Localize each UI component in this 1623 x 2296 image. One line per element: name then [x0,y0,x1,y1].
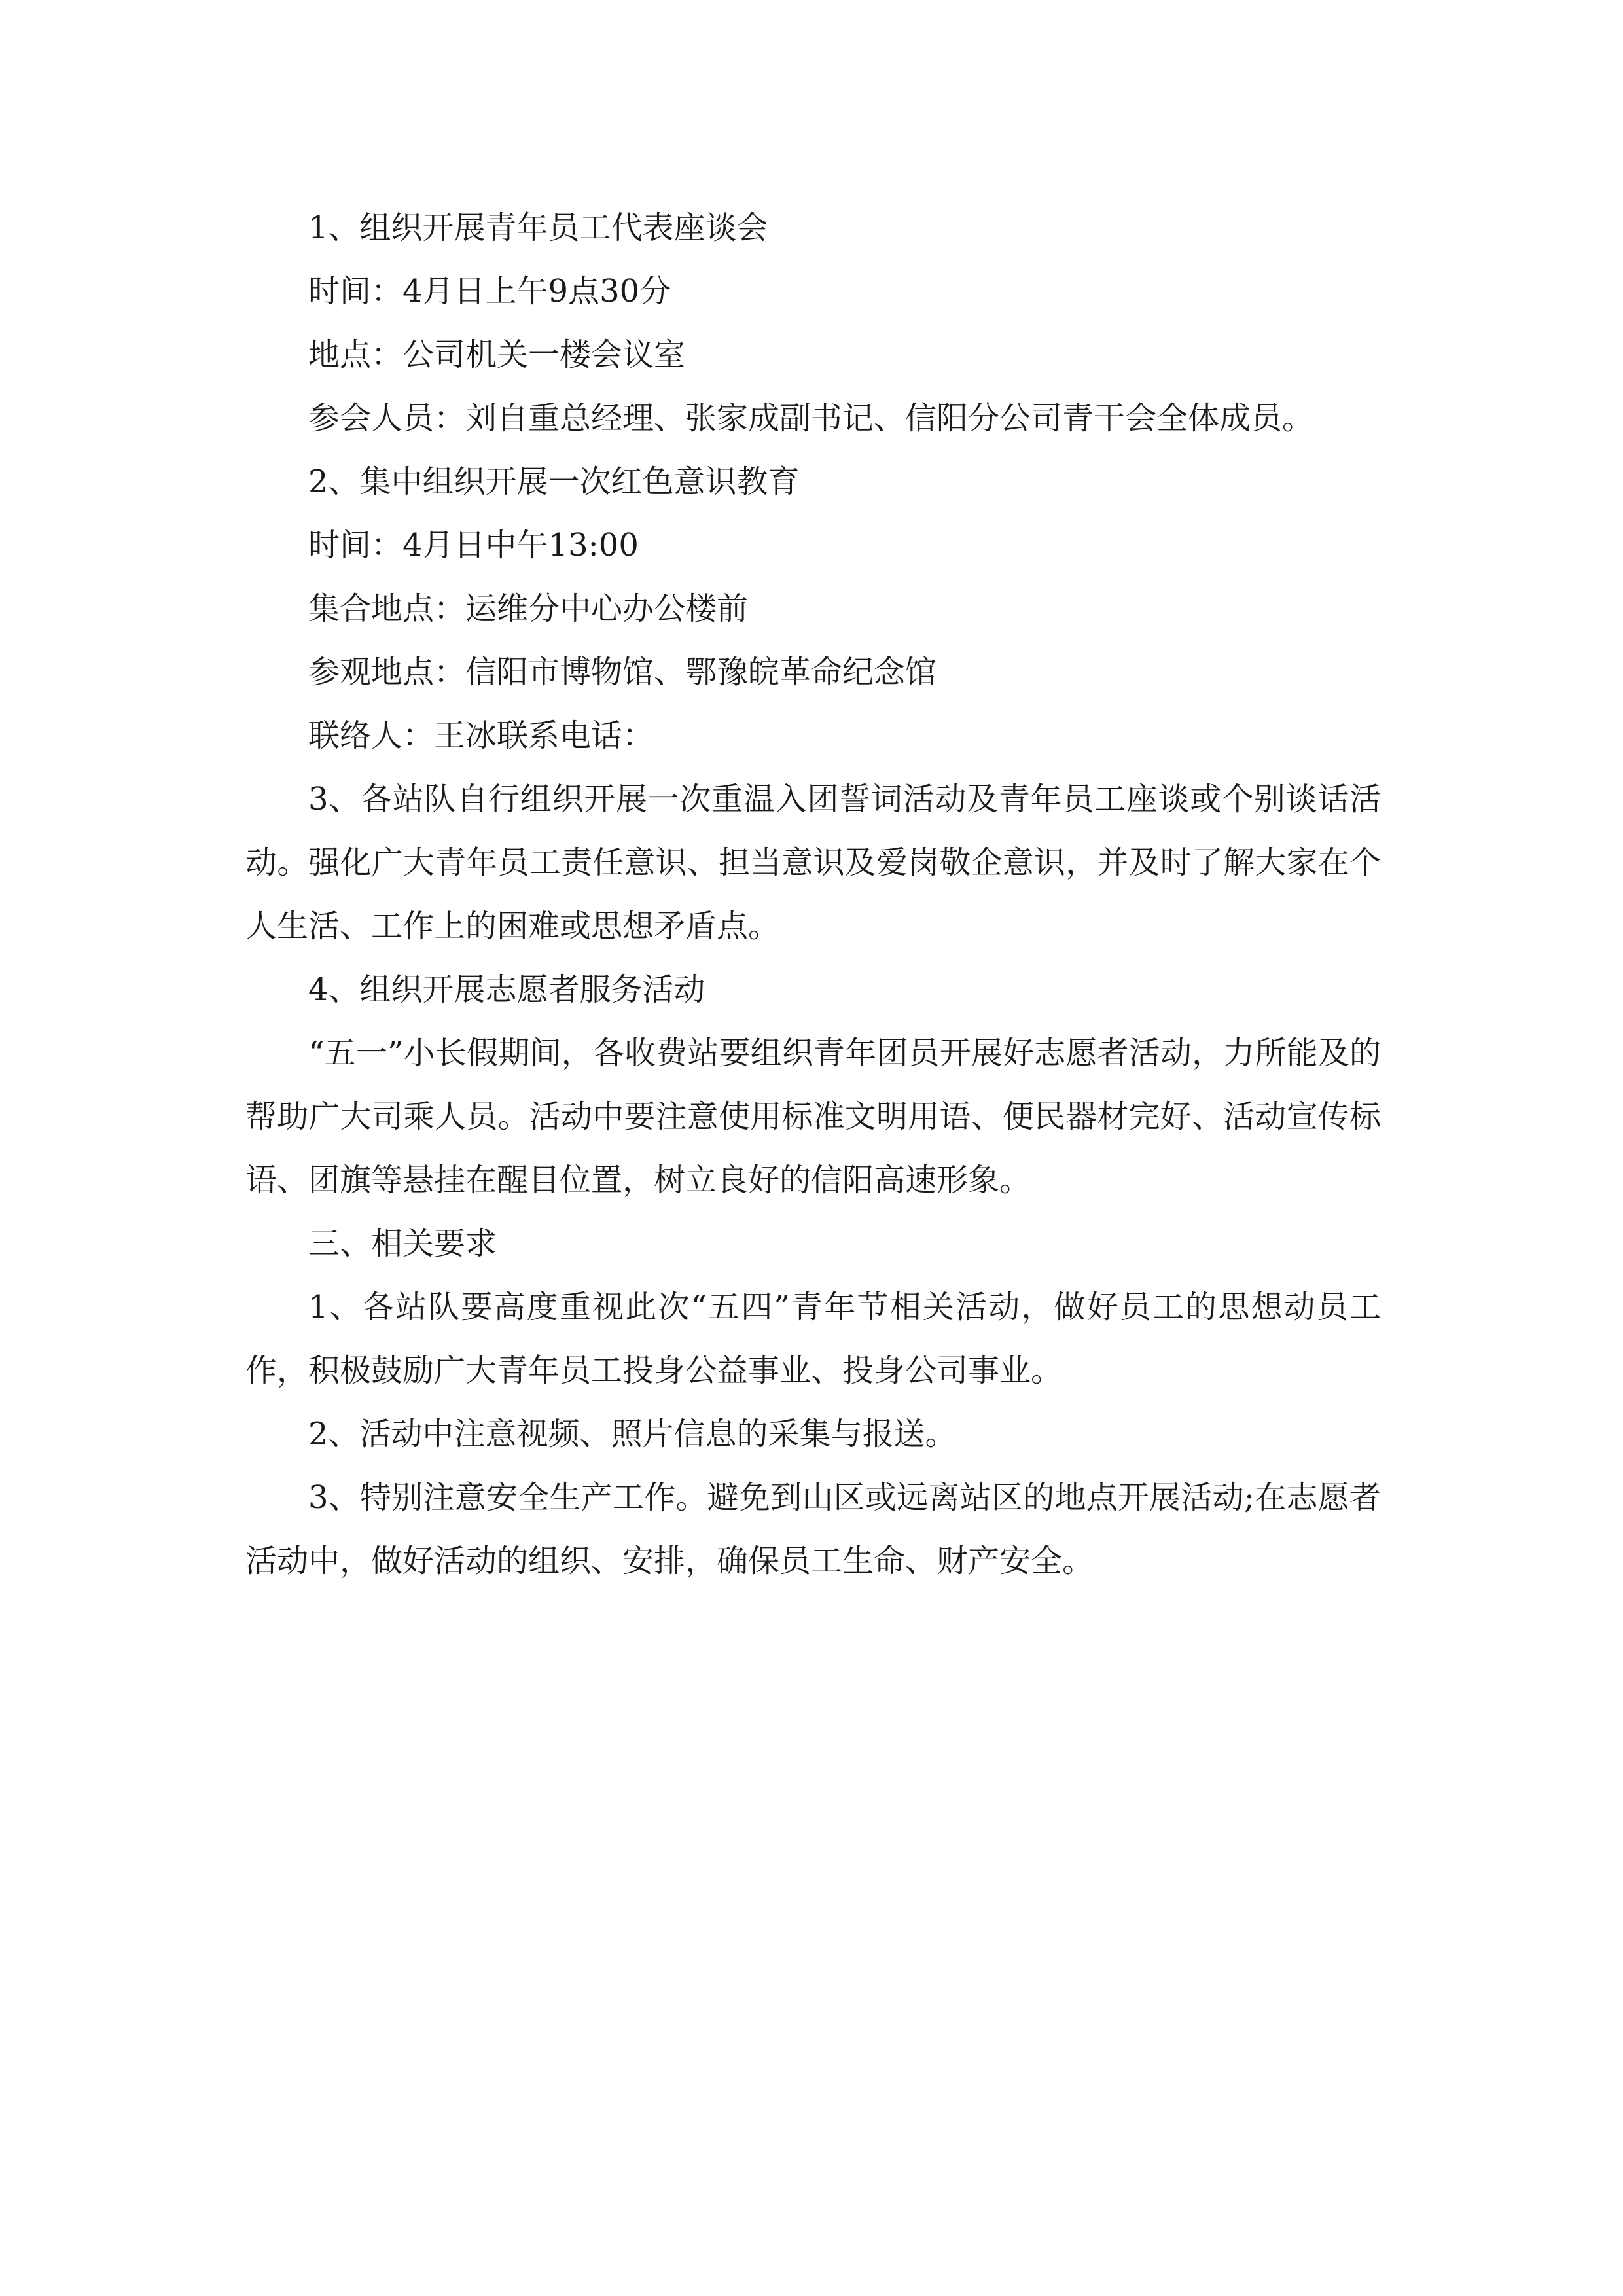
paragraph-contact: 联络人：王冰联系电话： [308,717,654,754]
paragraph-item-1-heading: 1、组织开展青年员工代表座谈会 [308,209,768,246]
paragraph-education-time: 时间：4月日中午13:00 [308,527,639,564]
section-heading-requirements: 三、相关要求 [308,1225,497,1262]
paragraph-meeting-location: 地点：公司机关一楼会议室 [308,336,686,373]
paragraph-assembly-location: 集合地点：运维分中心办公楼前 [308,590,749,627]
paragraph-requirement-2: 2、活动中注意视频、照片信息的采集与报送。 [308,1416,957,1452]
paragraph-volunteer-details: “五一”小长假期间，各收费站要组织青年团员开展好志愿者活动，力所能及的帮助广大司乘人员。活动中要注意使用标准文明用语、便民器材完好、活动宣传标语、团旗等悬挂在醒目位置，树立良好的信阳高速形象。 [245,1035,1381,1198]
paragraph-meeting-time: 时间：4月日上午9点30分 [308,273,671,310]
paragraph-item-4-heading: 4、组织开展志愿者服务活动 [308,971,705,1008]
document-body [245,196,1381,1593]
paragraph-item-2-heading: 2、集中组织开展一次红色意识教育 [308,463,800,500]
paragraph-item-3: 3、各站队自行组织开展一次重温入团誓词活动及青年员工座谈或个别谈话活动。强化广大青年员工责任意识、担当意识及爱岗敬企意识，并及时了解大家在个人生活、工作上的困难或思想矛盾点。 [245,781,1381,944]
paragraph-visit-location: 参观地点：信阳市博物馆、鄂豫皖革命纪念馆 [308,654,937,691]
paragraph-meeting-attendees: 参会人员：刘自重总经理、张家成副书记、信阳分公司青干会全体成员。 [308,400,1314,437]
paragraph-requirement-1: 1、各站队要高度重视此次“五四”青年节相关活动，做好员工的思想动员工作，积极鼓励广大青年员工投身公益事业、投身公司事业。 [245,1289,1381,1389]
paragraph-requirement-3: 3、特别注意安全生产工作。避免到山区或远离站区的地点开展活动;在志愿者活动中，做好活动的组织、安排，确保员工生命、财产安全。 [245,1479,1381,1579]
